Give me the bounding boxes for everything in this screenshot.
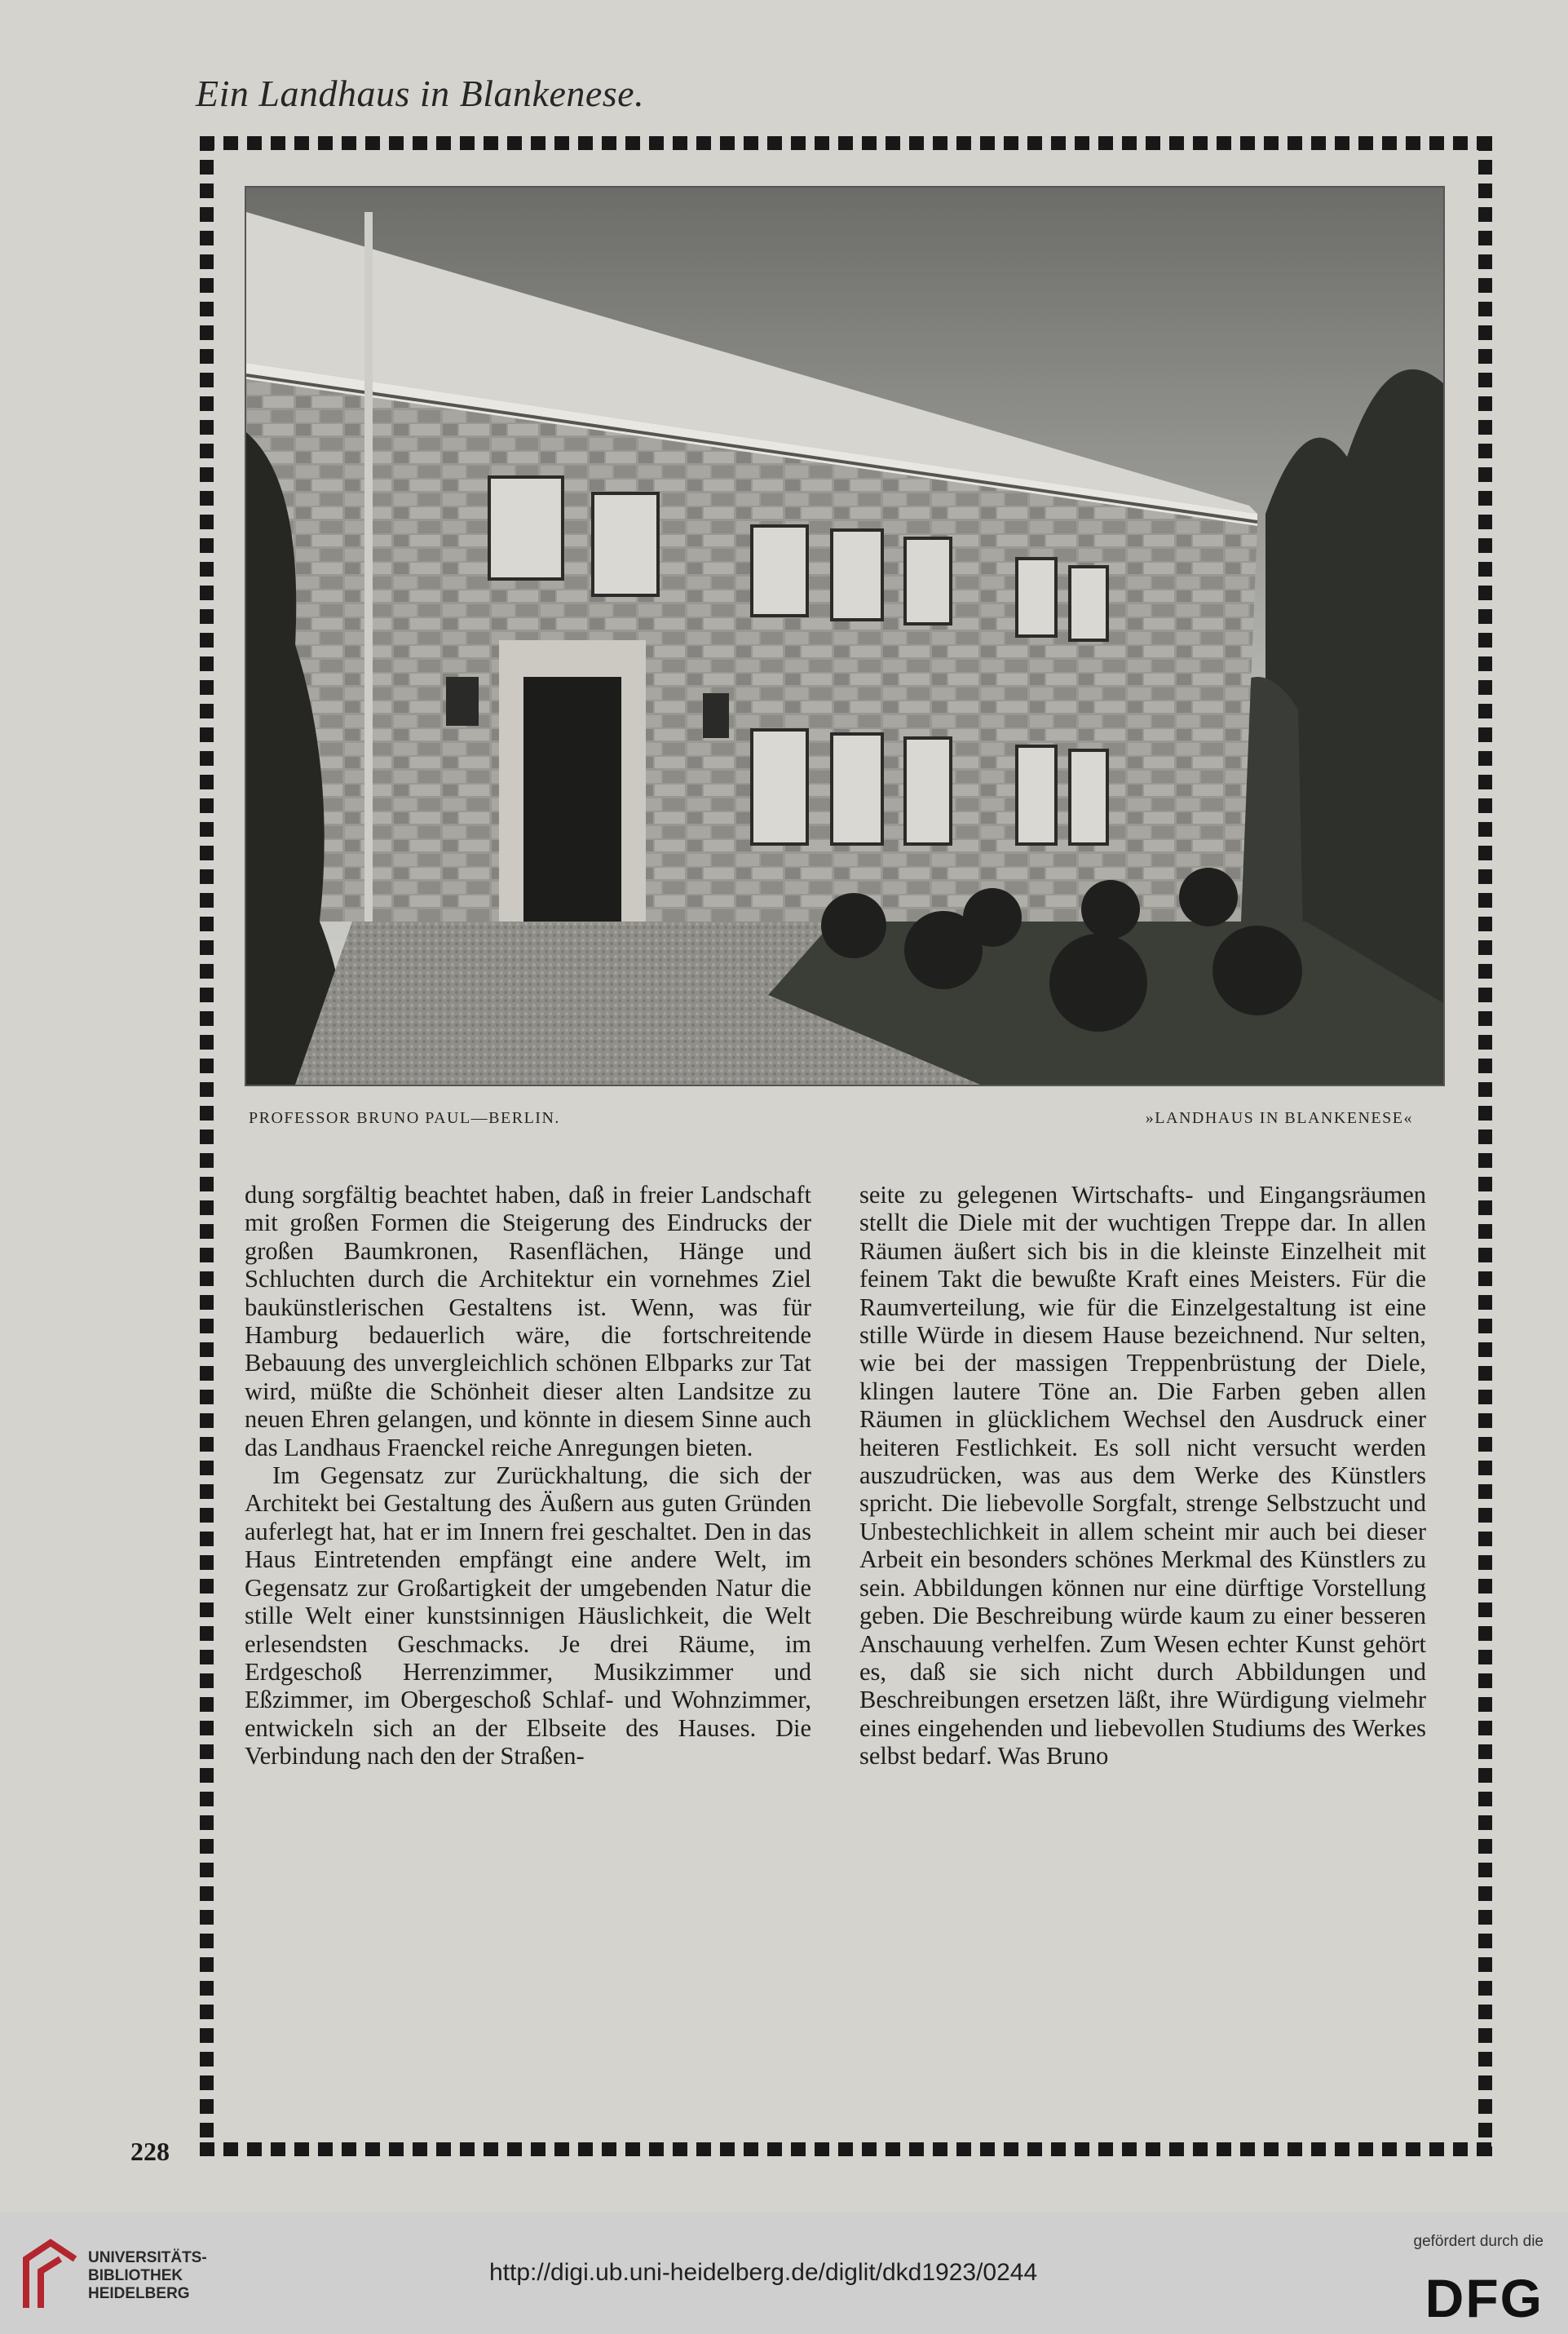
dfg-logo: DFG	[1424, 2268, 1544, 2328]
page-number: 228	[130, 2137, 170, 2166]
frame-border-left	[200, 136, 214, 2156]
photo-caption-title: »LANDHAUS IN BLANKENESE«	[1145, 1109, 1413, 1127]
text-column-left	[245, 1181, 811, 1770]
funding-label: gefördert durch die	[1413, 2233, 1544, 2250]
house-photograph	[245, 186, 1445, 1086]
viewer-footer	[0, 2212, 1568, 2334]
paragraph: dung sorgfältig beachtet haben, daß in freier Landschaft mit großen Formen die Steigerung des Eindrucks der großen Baumkronen, Rasenflächen, Hänge und Schluchten durch die Architektur ein vornehmes Ziel baukünstlerischen Gestaltens ist. Wenn, was für Hamburg bedauerlich wäre, die fortschreitende Bebauung des unvergleichlich schönen Elbparks zur Tat wird, müßte die Schönheit dieser alten Landsitze zu neuen Ehren gelangen, und könnte in diesem Sinne auch das Landhaus Fraenckel reiche Anregungen bieten.	[245, 1181, 811, 1461]
paragraph: seite zu gelegenen Wirtschafts- und Eingangsräumen stellt die Diele mit der wuchtigen Treppe dar. In allen Räumen äußert sich bis in die kleinste Einzelheit mit feinem Takt die bewußte Kraft eines Meisters. Für die Raumverteilung, wie für die Einzelgestaltung ist eine stille Würde in diesem Hause bezeichnend. Nur selten, wie bei der massigen Treppenbrüstung der Diele, klingen lautere Töne an. Die Farben geben allen Räumen in glücklichem Wechsel den Ausdruck einer heiteren Festlichkeit. Es soll nicht versucht werden auszudrücken, was aus dem Werke des Künstlers spricht. Die liebevolle Sorgfalt, strenge Selbstzucht und Unbestechlichkeit in allem scheint mir auch bei dieser Arbeit ein besonders schönes Merkmal des Künstlers zu sein. Abbildungen können nur eine dürftige Vorstellung geben. Die Beschreibung würde kaum zu einer besseren Anschauung verhelfen. Zum Wesen echter Kunst gehört es, daß sie sich nicht durch Abbildungen und Beschreibungen ersetzen läßt, ihre Würdigung vielmehr eines eingehenden und liebevollen Studiums des Werkes selbst bedarf. Was Bruno	[859, 1181, 1426, 1770]
running-head: Ein Landhaus in Blankenese.	[196, 73, 645, 114]
frame-border-right	[1478, 136, 1492, 2156]
photo-credit-architect: PROFESSOR BRUNO PAUL—BERLIN.	[249, 1109, 560, 1127]
university-library-name: UNIVERSITÄTS- BIBLIOTHEK HEIDELBERG	[88, 2249, 207, 2302]
text-column-right	[859, 1181, 1426, 1770]
university-library-logo-icon	[18, 2235, 82, 2316]
paragraph: Im Gegensatz zur Zurückhaltung, die sich der Architekt bei Gestaltung des Äußern aus guten Gründen auferlegt hat, hat er im Innern frei geschaltet. Den in das Haus Eintretenden empfängt eine andere Welt, im Gegensatz zur Großartigkeit der umgebenden Natur die stille Welt einer kunstsinnigen Häuslichkeit, die Welt erlesendsten Geschmacks. Je drei Räume, im Erdgeschoß Herrenzimmer, Musikzimmer und Eßzimmer, im Obergeschoß Schlaf- und Wohnzimmer, entwickeln sich an der Elbseite des Hauses. Die Verbindung nach den der Straßen-	[245, 1461, 811, 1770]
source-url-link[interactable]: http://digi.ub.uni-heidelberg.de/diglit/dkd1923/0244	[489, 2259, 1038, 2286]
frame-border-top	[200, 136, 1492, 150]
frame-border-bottom	[200, 2142, 1492, 2156]
